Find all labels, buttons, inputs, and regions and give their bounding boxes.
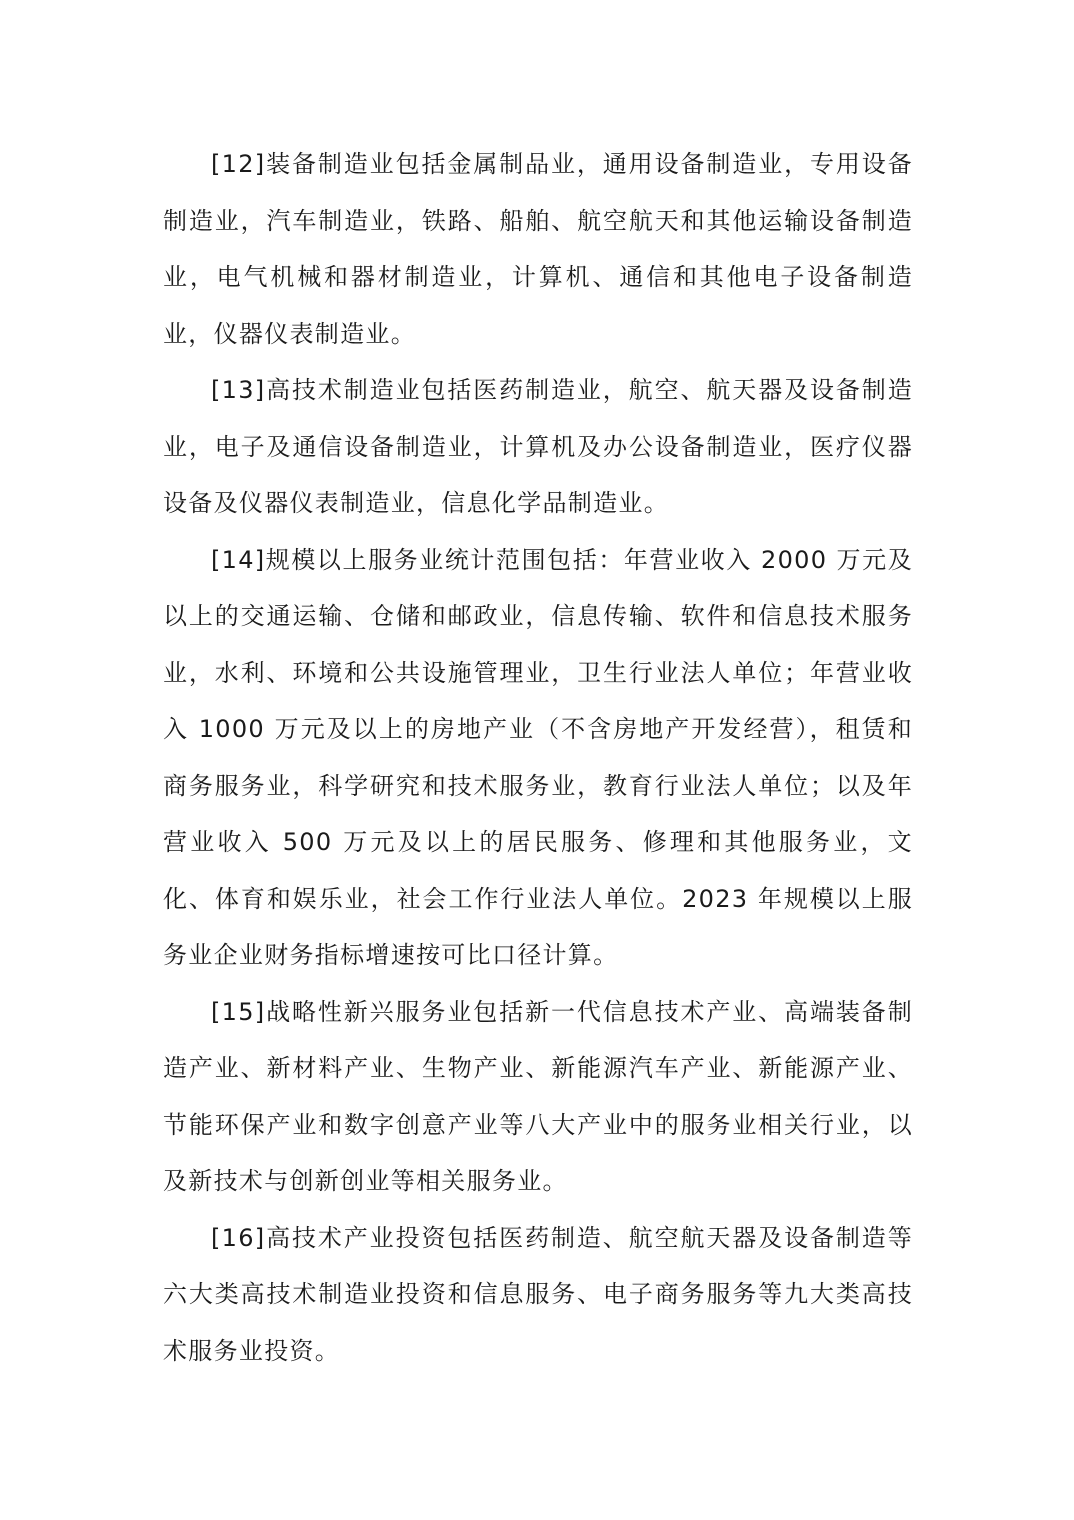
note-12: [12]装备制造业包括金属制品业，通用设备制造业，专用设备制造业，汽车制造业，铁路、船舶、航空航天和其他运输设备制造业，电气机械和器材制造业，计算机、通信和其他电子设备制造业，仪器仪表制造业。 — [163, 150, 913, 348]
note-15: [15]战略性新兴服务业包括新一代信息技术产业、高端装备制造产业、新材料产业、生物产业、新能源汽车产业、新能源产业、节能环保产业和数字创意产业等八大产业中的服务业相关行业，以及新技术与创新创业等相关服务业。 — [163, 997, 913, 1195]
note-14: [14]规模以上服务业统计范围包括：年营业收入 2000 万元及以上的交通运输、仓储和邮政业，信息传输、软件和信息技术服务业，水利、环境和公共设施管理业，卫生行业法人单位；年营业收入 1000 万元及以上的房地产业（不含房地产开发经营），租赁和商务服务业，科学研究和技术服务业，教育行业法人单位；以及年营业收入 500 万元及以上的居民服务、修理和其他服务业，文化、体育和娱乐业，社会工作行业法人单位。2023 年规模以上服务业企业财务指标增速按可比口径计算。 — [163, 545, 913, 969]
note-13: [13]高技术制造业包括医药制造业，航空、航天器及设备制造业，电子及通信设备制造业，计算机及办公设备制造业，医疗仪器设备及仪器仪表制造业，信息化学品制造业。 — [163, 376, 913, 517]
note-16: [16]高技术产业投资包括医药制造、航空航天器及设备制造等六大类高技术制造业投资和信息服务、电子商务服务等九大类高技术服务业投资。 — [163, 1223, 913, 1365]
notes-body — [163, 136, 913, 1379]
